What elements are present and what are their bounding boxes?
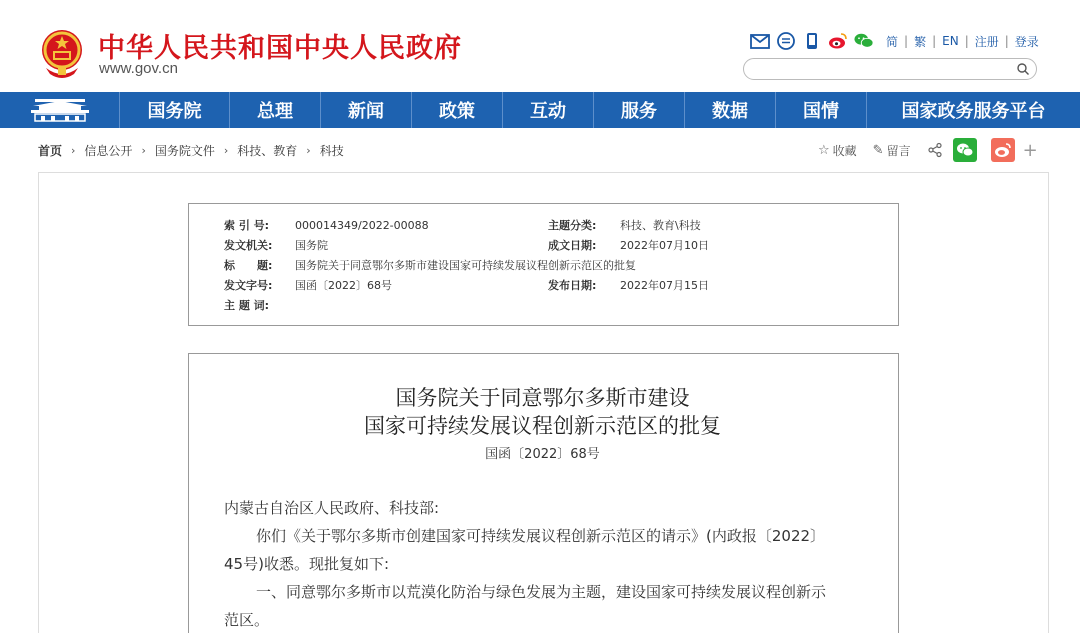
meta-docno-value: 国函〔2022〕68号 [295,279,392,292]
top-tools [750,30,1039,52]
mail-icon[interactable] [750,31,770,51]
chevron-right-icon: › [141,144,146,157]
nav-home[interactable] [0,92,120,128]
meta-publish-value: 2022年07月15日 [620,279,709,292]
meta-index-row [224,217,429,233]
meta-topic-label: 主题分类: [548,219,597,232]
site-title[interactable]: 中华人民共和国中央人民政府 [98,33,462,64]
share-icon[interactable] [927,142,943,158]
meta-keywords-row [224,297,295,313]
star-icon: ☆ [818,142,830,158]
national-emblem-icon[interactable] [38,28,86,80]
site-domain: www.gov.cn [99,60,178,77]
breadcrumb-sci-edu[interactable]: 科技、教育 [237,144,298,158]
meta-written-label: 成文日期: [548,239,597,252]
nav-item-state-council[interactable]: 国务院 [120,92,230,128]
meta-topic-row [548,217,701,233]
meta-title-value: 国务院关于同意鄂尔多斯市建设国家可持续发展议程创新示范区的批复 [295,259,636,272]
nav-item-service[interactable]: 服务 [594,92,685,128]
meta-title-label: 标 题: [224,259,273,272]
register-link[interactable]: 注册 [974,34,999,49]
document-title-line-1: 国务院关于同意鄂尔多斯市建设 [395,386,690,410]
main-nav [0,92,1080,128]
nav-item-gov-service-platform[interactable]: 国家政务服务平台 [901,101,1046,122]
nav-item-national-info[interactable]: 国情 [776,92,867,128]
body-paragraph-salutation: 内蒙古自治区人民政府、科技部: [224,499,440,517]
lang-simplified-link[interactable]: 简 [886,34,899,49]
nav-item-policy[interactable]: 政策 [412,92,503,128]
meta-topic-value: 科技、教育\科技 [620,219,701,232]
share-weibo-button[interactable] [991,138,1015,162]
chevron-right-icon: › [306,144,311,157]
meta-docno-row [224,277,392,293]
login-link[interactable]: 登录 [1014,34,1039,49]
chat-icon[interactable] [776,31,796,51]
share-wechat-button[interactable] [953,138,977,162]
article-actions [818,138,1038,162]
weibo-icon [994,142,1012,158]
lang-english-link[interactable]: EN [942,34,959,48]
search-icon[interactable] [1016,62,1030,76]
body-paragraph-line: 你们《关于鄂尔多斯市创建国家可持续发展议程创新示范区的请示》(内政报〔2022〕 [256,527,826,545]
mobile-icon[interactable] [802,31,822,51]
site-header [0,0,1080,92]
comment-button[interactable] [873,142,911,159]
favorite-button[interactable] [818,142,857,159]
meta-written-value: 2022年07月10日 [620,239,709,252]
breadcrumb [38,142,344,159]
lang-traditional-link[interactable]: 繁 [914,34,927,49]
meta-written-row [548,237,709,253]
breadcrumb-state-council-docs[interactable]: 国务院文件 [154,144,215,158]
meta-publish-label: 发布日期: [548,279,597,292]
more-share-button[interactable]: + [1022,139,1038,161]
wechat-icon[interactable] [854,31,874,51]
breadcrumb-home[interactable]: 首页 [38,144,63,158]
breadcrumb-science[interactable]: 科技 [319,144,344,158]
chevron-right-icon: › [223,144,229,157]
search-input[interactable] [743,58,1037,80]
meta-index-value: 000014349/2022-00088 [295,219,429,232]
chevron-right-icon: › [71,144,76,157]
nav-item-data[interactable]: 数据 [685,92,776,128]
nav-item-premier[interactable]: 总理 [230,92,321,128]
meta-keywords-label: 主 题 词: [224,299,270,312]
nav-item-news[interactable]: 新闻 [321,92,412,128]
pencil-icon: ✎ [872,142,884,158]
meta-issuer-row [224,237,328,253]
meta-issuer-label: 发文机关: [224,239,273,252]
wechat-icon [956,142,974,158]
meta-title-row [224,257,636,273]
body-paragraph-line: 范区。 [224,611,270,629]
nav-item-interaction[interactable]: 互动 [503,92,594,128]
comment-label: 留言 [886,143,911,158]
document-number: 国函〔2022〕68号 [485,447,600,462]
meta-publish-row [548,277,709,293]
tiananmen-icon [31,97,89,123]
weibo-icon[interactable] [828,31,848,51]
meta-issuer-value: 国务院 [295,239,328,252]
body-paragraph-line: 一、同意鄂尔多斯市以荒漠化防治与绿色发展为主题，建设国家可持续发展议程创新示 [256,583,827,601]
meta-docno-label: 发文字号: [224,279,273,292]
breadcrumb-info-public[interactable]: 信息公开 [84,144,133,158]
meta-index-label: 索 引 号: [224,219,270,232]
body-paragraph-line: 45号)收悉。现批复如下: [224,555,389,573]
favorite-label: 收藏 [832,143,857,158]
language-links: 简 | 繁 | EN | 注册 | 登录 [886,34,1039,49]
document-title-line-2: 国家可持续发展议程创新示范区的批复 [364,414,721,438]
